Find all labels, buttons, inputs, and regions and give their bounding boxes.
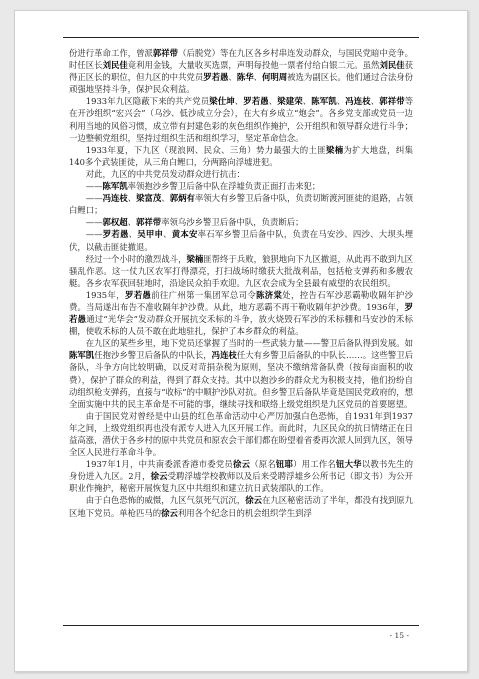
paragraph: ——郭权超、郭祥带率领乌沙乡警卫后备中队，负责断后； [85, 217, 304, 228]
paragraph: 经过一个小时的激烈战斗，梁楠匪帮终于兵败，狼狈地向下九区撤退，从此再不敢到九区骚乱作恶。这一仗九区农军打得漂亮，打扫战场时缴获大批战利品，包括枪支弹药和多艘农艇。各乡农军获回驻地时，沿途民众拍手欢迎。九区农会成为全县最有威望的农民组织。 [69, 253, 414, 288]
paragraph: 由于国民党对曾经是中山县的红色革命活动中心严厉加强白色恐怖，自1931年到1937年之间，上级党组织再也没有派专人进入九区开展工作。而此时，九区民众的抗日情绪正在日益高涨，潜伏于各乡村的原中共党员和原农会干部们都在盼望着省委再次派人回到九区，领导全区人民进行革命斗争。 [69, 410, 413, 458]
paragraph: 对此，九区的中共党员发动群众进行抗击： [85, 168, 245, 179]
paragraph: 在九区的某些乡里，地下党员还掌握了当时的一些武装力量——警卫后备队得到发展。如陈军凯任抱沙乡警卫后备队的中队长，冯连枝任大有乡警卫后备队的中队长……。这些警卫后备队，斗争方向比较明确，以反对苛捐杂税为原则，坚决不缴纳常备队费（按每亩面积的收费），保护了群众的利益，得到了群众支持。其中以抱沙乡的群众尤为积极支持，他们扮纷自动组织枪支弹药，直接与“收标”的中顺护沙队对抗。但乡警卫后备队毕竟是国民党政府的，想全面实施中共的民主革命是不可能的事，继续寻找和联络上级党组织是九区党员的首要愿望。 [69, 338, 414, 409]
paragraph: ——冯连枝、梁富茂、郭炳有率领大有乡警卫后备中队，负责切断渡河匪徒的退路，占领白鲤口； [69, 193, 413, 216]
document-body [69, 47, 413, 519]
paragraph: 1933年夏，下九区（现浪网、民众、三角）势力最强大的土匪梁楠为扩大地盘，纠集140多个武装匪徒，从三角白鲤口，分两路向浮墟进犯。 [69, 144, 414, 167]
paragraph: 1935年，罗若愚前往广州第一集团军总司令陈济棠处，控告石军沙恶霸勒收隔年护沙费。当局遂出布告不准收隔年护沙费。从此，地方恶霸不再干勒收隔年护沙费。1936年，罗若愚通过“光华会”发动群众开展抗交禾标的斗争，放火烧毁石军沙的禾标棚和马安沙的禾标棚，使收禾标的人员不敢在此地驻扎，保护了本乡群众的利益。 [69, 289, 414, 337]
header-rule [63, 37, 419, 38]
paragraph: 份进行革命工作，曾派郭祥带（后脱党）等在九区各乡村串连发动群众，与国民党暗中竞争。时任区长刘民佳竟利用金钱，大量收买选票，声明每投他一票者付给白银二元。虽然刘民佳获得正区长的职位，但九区的中共党员罗若愚、陈华、何明周被选为副区长。他们通过合法身份顽强地坚持斗争，保护民众利益。 [69, 48, 413, 95]
paragraph: ——罗若愚、吴甲申、黄本安率石军乡警卫后备中队，负责在马安沙、四沙、大坝头埋伏，以截击匪徒撤退。 [69, 229, 414, 252]
footer-rule [63, 625, 419, 626]
paragraph: 1937年1月，中共南委派香港市委党员徐云（原名钮耶）用工作名钮大华以教书先生的身份进入九区。2月，徐云受聘浮墟学校教师以及后来受聘浮墟乡公所书记（即文书）为公开职业作掩护，秘密开展恢复九区中共组织和建立抗日武装部队的工作。 [69, 459, 414, 494]
paragraph: ——陈军凯率领抱沙乡警卫后备中队在浮墟负责正面打击来犯； [85, 181, 321, 192]
paragraph: 由于白色恐怖的威慑，九区气氛死气沉沉，徐云在九区秘密活动了半年，都没有找到原九区地下党员。单枪匹马的徐云利用各个纪念日的机会组织学生到浮 [69, 495, 414, 518]
paragraph: 1933年九区隐蔽下来的共产党员梁仕坤、罗若愚、梁建荣、陈军凯、冯连枝、郭祥带等在开沙组织“宏兴会”（乌沙、低沙成立分会），在大有乡成立“炮会”。各乡党支部或党员一边利用当地的风俗习惯，成立带有封建色彩的灰色组织作掩护，公开组织和领导群众进行斗争；一边整顿党组织，坚持过组织生活和组织学习，坚定革命信念。 [69, 96, 414, 143]
document-page [14, 10, 468, 672]
page-number: - 15 - [389, 631, 409, 640]
